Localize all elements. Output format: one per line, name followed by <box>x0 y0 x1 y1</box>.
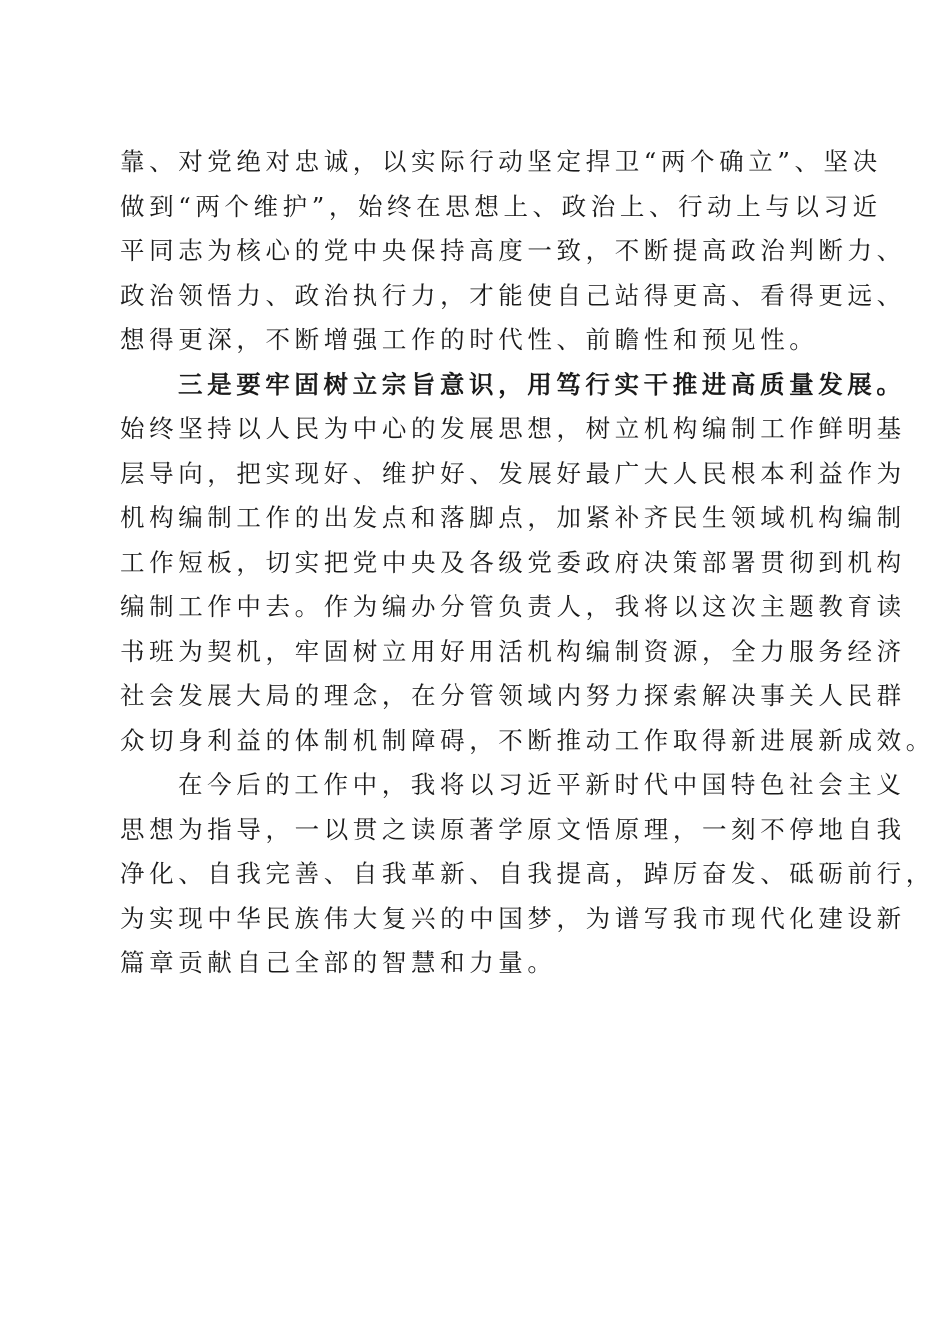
paragraph-line: 为实现中华民族伟大复兴的中国梦，为谱写我市现代化建设新 <box>120 903 906 933</box>
document-body <box>120 140 935 986</box>
paragraph-line: 篇章贡献自己全部的智慧和力量。 <box>120 948 557 977</box>
paragraph-line: 靠、对党绝对忠诚，以实际行动坚定捍卫“两个确立”、坚决 <box>120 147 882 176</box>
paragraph-line: 书班为契机，牢固树立用好用活机构编制资源，全力服务经济 <box>120 636 906 666</box>
paragraph-line: 编制工作中去。作为编办分管负责人，我将以这次主题教育读 <box>120 592 906 621</box>
paragraph-line: 净化、自我完善、自我革新、自我提高，踔厉奋发、砥砺前行， <box>120 859 935 888</box>
section-heading-text: 三是要牢固树立宗旨意识，用笃行实干推进高质量发展。 <box>178 369 906 399</box>
paragraph-line: 社会发展大局的理念，在分管领域内努力探索解决事关人民群 <box>120 681 906 710</box>
paragraph-line: 众切身利益的体制机制障碍，不断推动工作取得新进展新成效。 <box>120 725 935 755</box>
paragraph-line: 思想为指导，一以贯之读原著学原文悟原理，一刻不停地自我 <box>120 814 906 844</box>
paragraph-line: 机构编制工作的出发点和落脚点，加紧补齐民生领域机构编制 <box>120 503 906 532</box>
section-heading <box>120 363 906 408</box>
paragraph-2 <box>120 363 935 764</box>
paragraph-line: 做到“两个维护”，始终在思想上、政治上、行动上与以习近 <box>120 191 882 221</box>
paragraph-line: 始终坚持以人民为中心的发展思想，树立机构编制工作鲜明基 <box>120 414 906 443</box>
paragraph-3 <box>120 763 935 986</box>
paragraph-line: 想得更深，不断增强工作的时代性、前瞻性和预见性。 <box>120 325 819 354</box>
paragraph-line: 政治领悟力、政治执行力，才能使自己站得更高、看得更远、 <box>120 280 906 310</box>
paragraph-line: 在今后的工作中，我将以习近平新时代中国特色社会主义 <box>178 770 906 799</box>
paragraph-line: 平同志为核心的党中央保持高度一致，不断提高政治判断力、 <box>120 236 906 265</box>
paragraph-line: 层导向，把实现好、维护好、发展好最广大人民根本利益作为 <box>120 458 906 488</box>
paragraph-line: 工作短板，切实把党中央及各级党委政府决策部署贯彻到机构 <box>120 547 906 577</box>
paragraph-1 <box>120 140 906 363</box>
